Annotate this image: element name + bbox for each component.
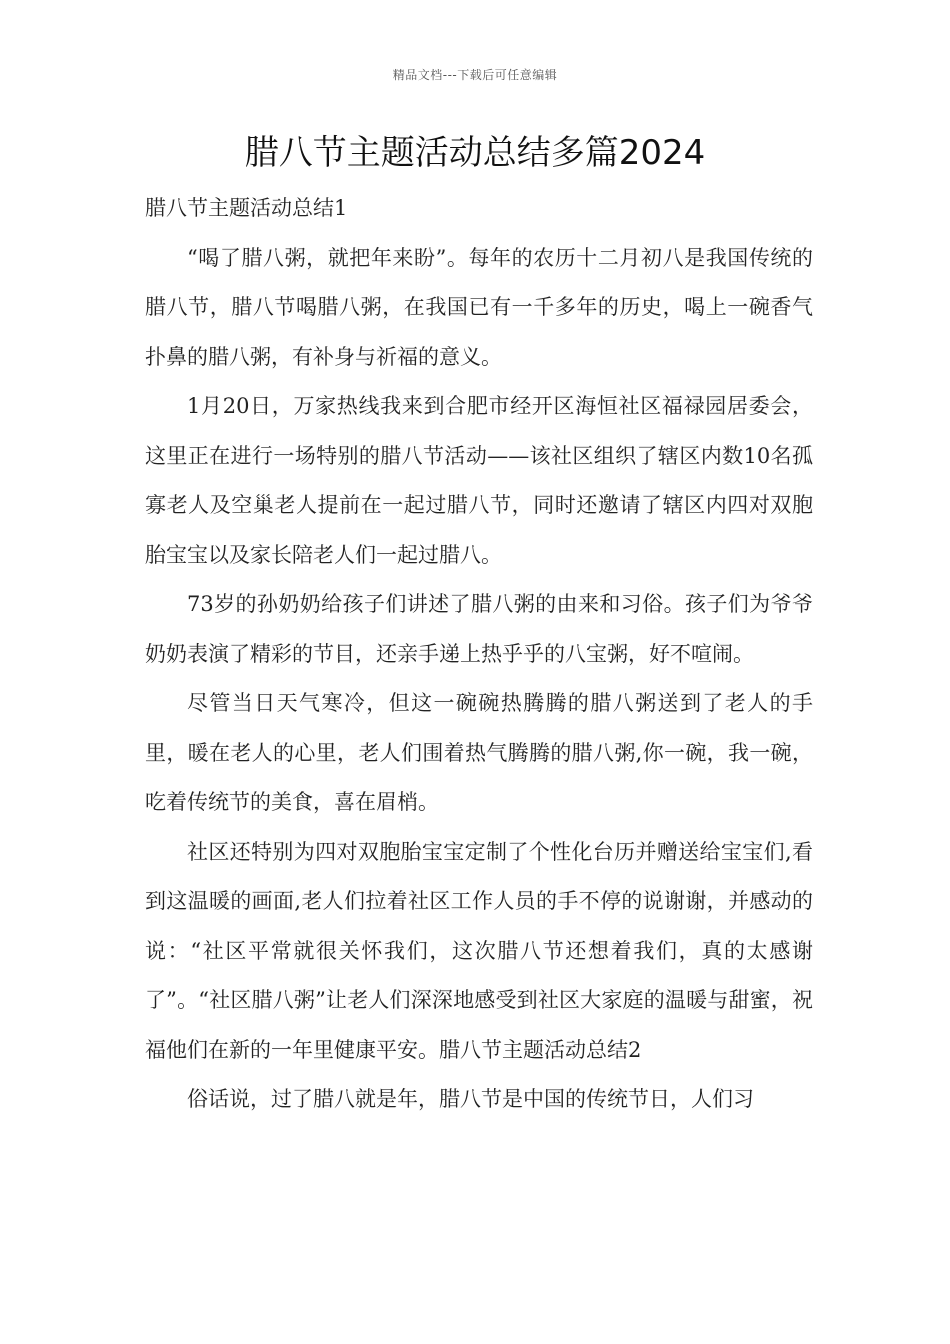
paragraph: 尽管当日天气寒冷，但这一碗碗热腾腾的腊八粥送到了老人的手里，暖在老人的心里，老人们围着热气腾腾的腊八粥,你一碗，我一碗，吃着传统节的美食，喜在眉梢。 (145, 691, 813, 814)
paragraph: 73岁的孙奶奶给孩子们讲述了腊八粥的由来和习俗。孩子们为爷爷奶奶表演了精彩的节目，还亲手递上热乎乎的八宝粥，好不喧闹。 (145, 592, 813, 666)
document-body (145, 184, 813, 1125)
section-heading: 腊八节主题活动总结1 (145, 196, 348, 220)
document-title: 腊八节主题活动总结多篇2024 (244, 133, 706, 173)
paragraph: 社区还特别为四对双胞胎宝宝定制了个性化台历并赠送给宝宝们,看到这温暖的画面,老人们拉着社区工作人员的手不停的说谢谢，并感动的说：“社区平常就很关怀我们，这次腊八节还想着我们，真的太感谢了”。“社区腊八粥”让老人们深深地感受到社区大家庭的温暖与甜蜜，祝福他们在新的一年里健康平安。腊八节主题活动总结2 (145, 839, 813, 1062)
paragraph: 俗话说，过了腊八就是年，腊八节是中国的传统节日，人们习 (187, 1087, 754, 1111)
paragraph: “喝了腊八粥，就把年来盼”。每年的农历十二月初八是我国传统的腊八节，腊八节喝腊八粥，在我国已有一千多年的历史，喝上一碗香气扑鼻的腊八粥，有补身与祈福的意义。 (145, 245, 813, 369)
paragraph: 1月20日，万家热线我来到合肥市经开区海恒社区福禄园居委会，这里正在进行一场特别的腊八节活动——该社区组织了辖区内数10名孤寡老人及空巢老人提前在一起过腊八节，同时还邀请了辖区内四对双胞胎宝宝以及家长陪老人们一起过腊八。 (145, 394, 813, 567)
header-note: 精品文档---下载后可任意编辑 (392, 68, 558, 82)
